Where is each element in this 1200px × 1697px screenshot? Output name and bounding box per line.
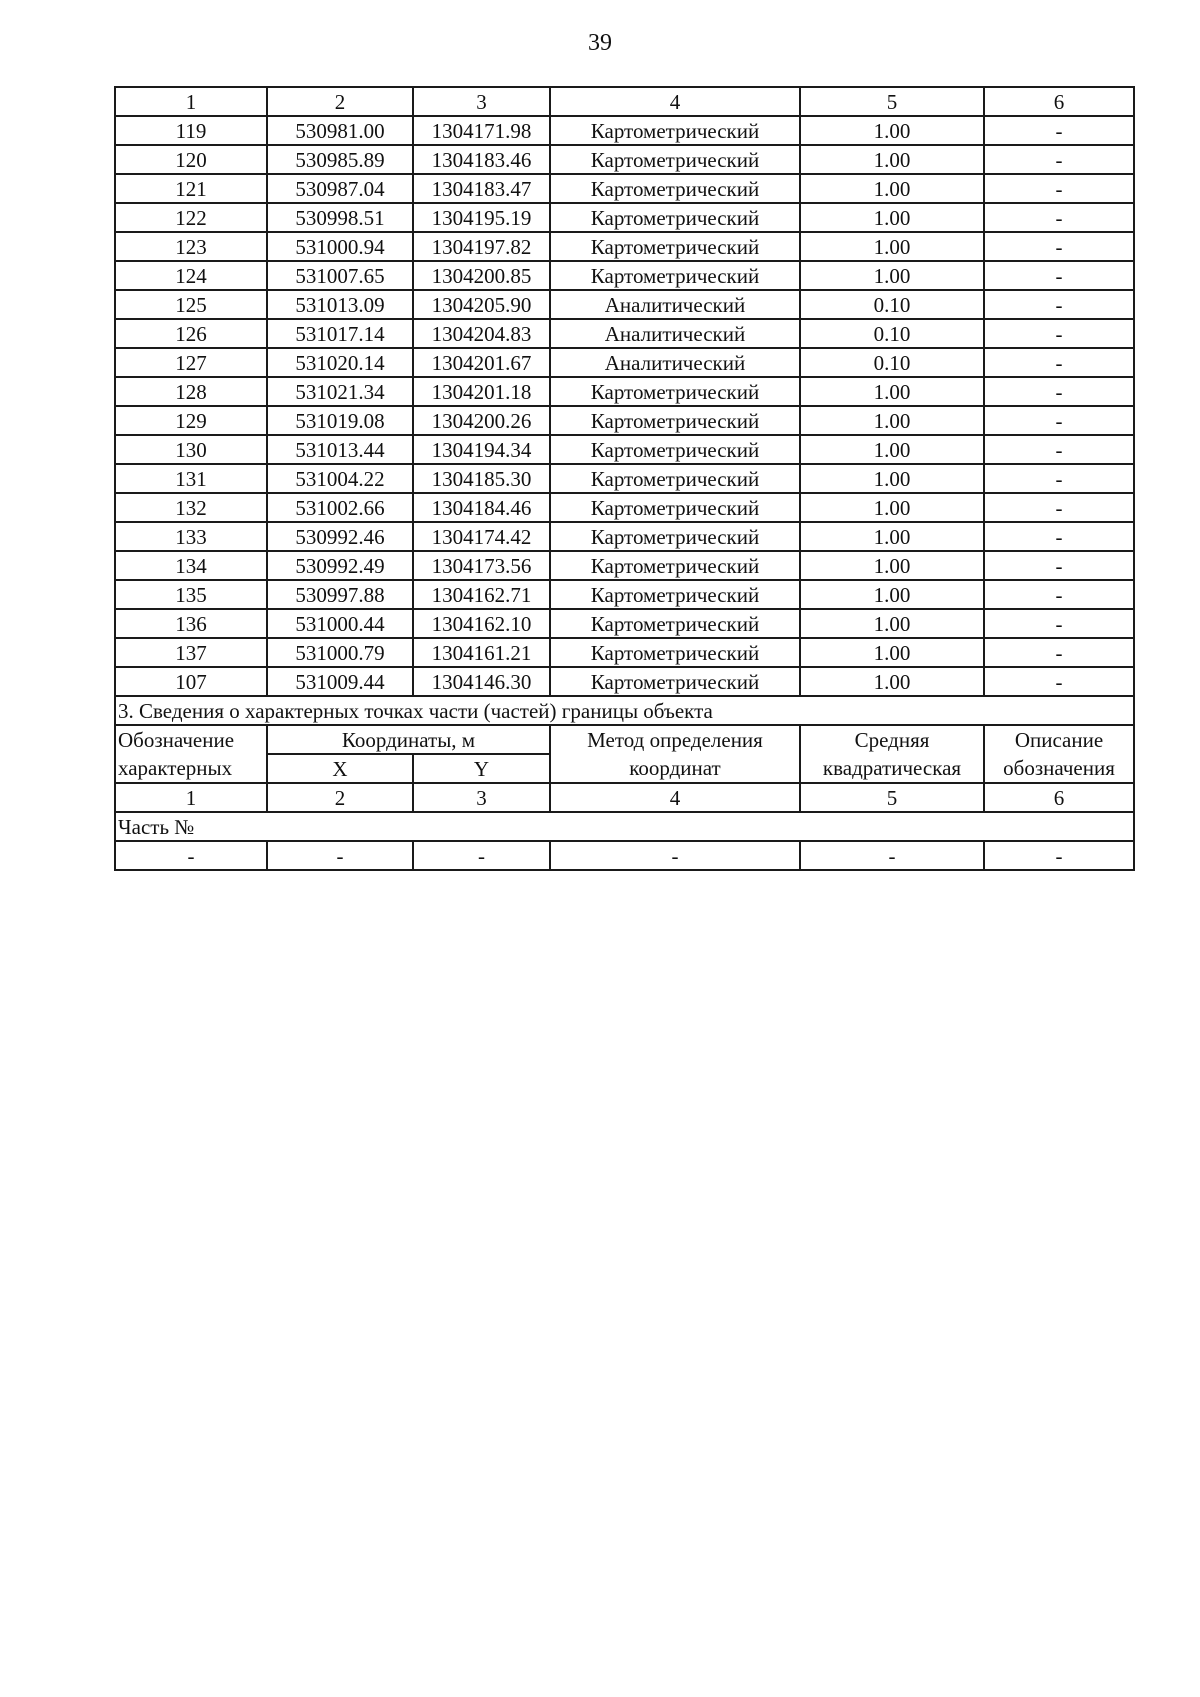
header-point-designation-cont: характерных [115, 754, 267, 783]
point-cell: 130 [115, 435, 267, 464]
accuracy-cell: 1.00 [800, 232, 984, 261]
method-cell: Картометрический [550, 580, 800, 609]
description-cell: - [984, 638, 1134, 667]
section-header-row-1 [115, 725, 1134, 754]
table-row [115, 406, 1134, 435]
column-number: 5 [800, 783, 984, 812]
page-number: 39 [588, 30, 612, 56]
header-method-cont: координат [550, 754, 800, 783]
method-cell: Картометрический [550, 174, 800, 203]
description-cell: - [984, 261, 1134, 290]
description-cell: - [984, 406, 1134, 435]
accuracy-cell: 1.00 [800, 377, 984, 406]
y-coordinate-cell: 1304184.46 [413, 493, 550, 522]
method-cell: Картометрический [550, 203, 800, 232]
x-coordinate-cell: 531000.79 [267, 638, 413, 667]
column-number: 5 [800, 87, 984, 116]
x-coordinate-cell: 531004.22 [267, 464, 413, 493]
y-coordinate-cell: 1304197.82 [413, 232, 550, 261]
point-cell: 119 [115, 116, 267, 145]
y-coordinate-cell: 1304161.21 [413, 638, 550, 667]
header-description: Описание [984, 725, 1134, 754]
point-cell: 129 [115, 406, 267, 435]
accuracy-cell: 1.00 [800, 493, 984, 522]
column-number: 4 [550, 87, 800, 116]
method-cell: Картометрический [550, 145, 800, 174]
empty-cell: - [115, 841, 267, 870]
section-column-number-row [115, 783, 1134, 812]
empty-cell: - [267, 841, 413, 870]
method-cell: Картометрический [550, 551, 800, 580]
x-coordinate-cell: 531017.14 [267, 319, 413, 348]
header-description-cont: обозначения [984, 754, 1134, 783]
x-coordinate-cell: 531002.66 [267, 493, 413, 522]
description-cell: - [984, 609, 1134, 638]
y-coordinate-cell: 1304201.18 [413, 377, 550, 406]
table-row [115, 522, 1134, 551]
y-coordinate-cell: 1304185.30 [413, 464, 550, 493]
column-number: 1 [115, 87, 267, 116]
y-coordinate-cell: 1304205.90 [413, 290, 550, 319]
point-cell: 107 [115, 667, 267, 696]
point-cell: 128 [115, 377, 267, 406]
point-cell: 122 [115, 203, 267, 232]
header-accuracy-cont: квадратическая [800, 754, 984, 783]
description-cell: - [984, 348, 1134, 377]
column-number: 6 [984, 87, 1134, 116]
point-cell: 137 [115, 638, 267, 667]
point-cell: 136 [115, 609, 267, 638]
description-cell: - [984, 493, 1134, 522]
x-coordinate-cell: 531020.14 [267, 348, 413, 377]
method-cell: Картометрический [550, 406, 800, 435]
table-row [115, 464, 1134, 493]
y-coordinate-cell: 1304183.46 [413, 145, 550, 174]
column-number: 2 [267, 783, 413, 812]
column-number: 2 [267, 87, 413, 116]
y-coordinate-cell: 1304162.71 [413, 580, 550, 609]
header-coordinates: Координаты, м [267, 725, 550, 754]
accuracy-cell: 1.00 [800, 551, 984, 580]
accuracy-cell: 1.00 [800, 609, 984, 638]
column-number-row [115, 87, 1134, 116]
part-label: Часть № [115, 812, 1134, 841]
y-coordinate-cell: 1304204.83 [413, 319, 550, 348]
description-cell: - [984, 145, 1134, 174]
method-cell: Картометрический [550, 377, 800, 406]
method-cell: Картометрический [550, 667, 800, 696]
table-row [115, 348, 1134, 377]
y-coordinate-cell: 1304183.47 [413, 174, 550, 203]
point-cell: 126 [115, 319, 267, 348]
x-coordinate-cell: 531000.94 [267, 232, 413, 261]
accuracy-cell: 1.00 [800, 145, 984, 174]
table-row [115, 435, 1134, 464]
table-body [115, 87, 1134, 870]
table-row [115, 116, 1134, 145]
x-coordinate-cell: 530985.89 [267, 145, 413, 174]
empty-cell: - [413, 841, 550, 870]
table-row [115, 203, 1134, 232]
table-row [115, 551, 1134, 580]
y-coordinate-cell: 1304146.30 [413, 667, 550, 696]
method-cell: Картометрический [550, 609, 800, 638]
x-coordinate-cell: 531013.44 [267, 435, 413, 464]
accuracy-cell: 1.00 [800, 406, 984, 435]
x-coordinate-cell: 530998.51 [267, 203, 413, 232]
point-cell: 131 [115, 464, 267, 493]
description-cell: - [984, 174, 1134, 203]
table-row [115, 319, 1134, 348]
method-cell: Картометрический [550, 232, 800, 261]
x-coordinate-cell: 531021.34 [267, 377, 413, 406]
column-number: 3 [413, 783, 550, 812]
empty-cell: - [800, 841, 984, 870]
empty-part-row [115, 841, 1134, 870]
empty-cell: - [984, 841, 1134, 870]
description-cell: - [984, 435, 1134, 464]
table-row [115, 609, 1134, 638]
column-number: 3 [413, 87, 550, 116]
point-cell: 124 [115, 261, 267, 290]
description-cell: - [984, 464, 1134, 493]
table-row [115, 232, 1134, 261]
point-cell: 120 [115, 145, 267, 174]
description-cell: - [984, 290, 1134, 319]
description-cell: - [984, 203, 1134, 232]
column-number: 4 [550, 783, 800, 812]
accuracy-cell: 1.00 [800, 116, 984, 145]
method-cell: Картометрический [550, 522, 800, 551]
table-row [115, 667, 1134, 696]
method-cell: Картометрический [550, 435, 800, 464]
y-coordinate-cell: 1304162.10 [413, 609, 550, 638]
table-row [115, 493, 1134, 522]
description-cell: - [984, 116, 1134, 145]
point-cell: 134 [115, 551, 267, 580]
header-y: Y [413, 754, 550, 783]
method-cell: Картометрический [550, 464, 800, 493]
y-coordinate-cell: 1304174.42 [413, 522, 550, 551]
y-coordinate-cell: 1304200.85 [413, 261, 550, 290]
accuracy-cell: 1.00 [800, 174, 984, 203]
table-row [115, 174, 1134, 203]
point-cell: 125 [115, 290, 267, 319]
header-accuracy: Средняя [800, 725, 984, 754]
accuracy-cell: 1.00 [800, 522, 984, 551]
x-coordinate-cell: 531009.44 [267, 667, 413, 696]
x-coordinate-cell: 531000.44 [267, 609, 413, 638]
x-coordinate-cell: 531019.08 [267, 406, 413, 435]
accuracy-cell: 1.00 [800, 203, 984, 232]
method-cell: Картометрический [550, 638, 800, 667]
section-title: 3. Сведения о характерных точках части (частей) границы объекта [115, 696, 1134, 725]
x-coordinate-cell: 530987.04 [267, 174, 413, 203]
y-coordinate-cell: 1304194.34 [413, 435, 550, 464]
point-cell: 127 [115, 348, 267, 377]
method-cell: Картометрический [550, 493, 800, 522]
method-cell: Картометрический [550, 261, 800, 290]
y-coordinate-cell: 1304195.19 [413, 203, 550, 232]
y-coordinate-cell: 1304201.67 [413, 348, 550, 377]
y-coordinate-cell: 1304200.26 [413, 406, 550, 435]
column-number: 6 [984, 783, 1134, 812]
description-cell: - [984, 522, 1134, 551]
section-title-row [115, 696, 1134, 725]
accuracy-cell: 1.00 [800, 580, 984, 609]
table-row [115, 377, 1134, 406]
point-cell: 133 [115, 522, 267, 551]
x-coordinate-cell: 530997.88 [267, 580, 413, 609]
part-label-row [115, 812, 1134, 841]
method-cell: Картометрический [550, 116, 800, 145]
x-coordinate-cell: 531007.65 [267, 261, 413, 290]
point-cell: 121 [115, 174, 267, 203]
point-cell: 132 [115, 493, 267, 522]
column-number: 1 [115, 783, 267, 812]
accuracy-cell: 0.10 [800, 319, 984, 348]
accuracy-cell: 1.00 [800, 435, 984, 464]
description-cell: - [984, 551, 1134, 580]
table-row [115, 290, 1134, 319]
accuracy-cell: 0.10 [800, 348, 984, 377]
accuracy-cell: 0.10 [800, 290, 984, 319]
table-row [115, 261, 1134, 290]
header-point-designation: Обозначение [115, 725, 267, 754]
x-coordinate-cell: 530981.00 [267, 116, 413, 145]
x-coordinate-cell: 530992.46 [267, 522, 413, 551]
empty-cell: - [550, 841, 800, 870]
x-coordinate-cell: 530992.49 [267, 551, 413, 580]
description-cell: - [984, 377, 1134, 406]
method-cell: Аналитический [550, 290, 800, 319]
description-cell: - [984, 319, 1134, 348]
boundary-points-table [114, 86, 1135, 871]
accuracy-cell: 1.00 [800, 261, 984, 290]
method-cell: Аналитический [550, 319, 800, 348]
method-cell: Аналитический [550, 348, 800, 377]
header-method: Метод определения [550, 725, 800, 754]
point-cell: 135 [115, 580, 267, 609]
table-row [115, 580, 1134, 609]
description-cell: - [984, 580, 1134, 609]
section-header-row-2 [115, 754, 1134, 783]
table-row [115, 638, 1134, 667]
accuracy-cell: 1.00 [800, 638, 984, 667]
point-cell: 123 [115, 232, 267, 261]
y-coordinate-cell: 1304173.56 [413, 551, 550, 580]
accuracy-cell: 1.00 [800, 464, 984, 493]
x-coordinate-cell: 531013.09 [267, 290, 413, 319]
table-row [115, 145, 1134, 174]
accuracy-cell: 1.00 [800, 667, 984, 696]
description-cell: - [984, 232, 1134, 261]
description-cell: - [984, 667, 1134, 696]
header-x: X [267, 754, 413, 783]
y-coordinate-cell: 1304171.98 [413, 116, 550, 145]
